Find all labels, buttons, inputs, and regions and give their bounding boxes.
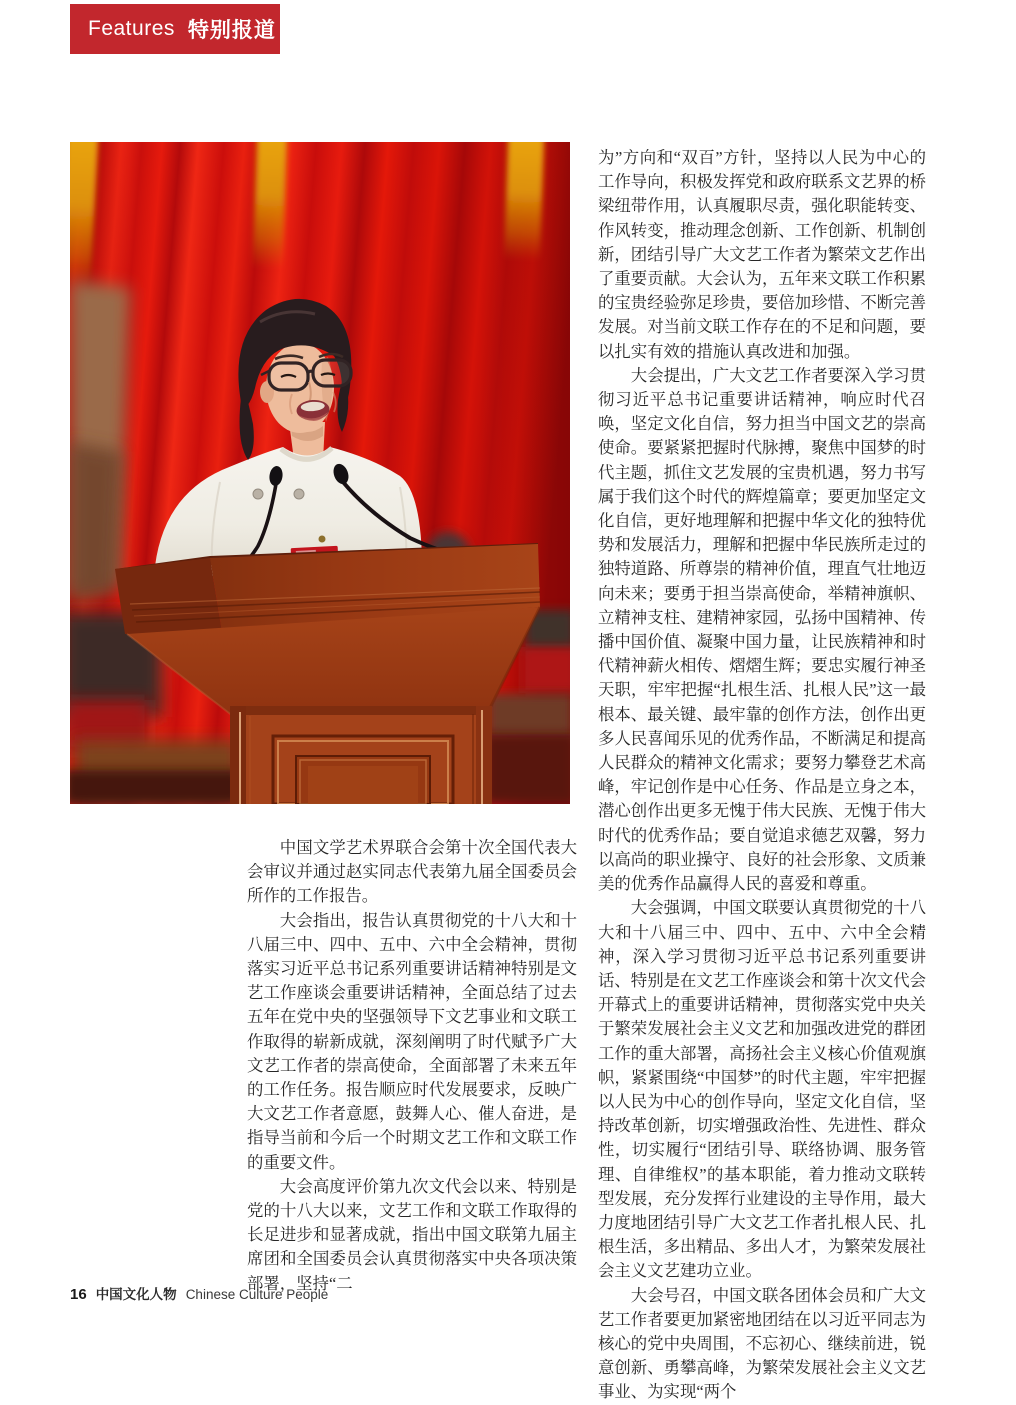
photo-jacket-button [253,489,263,499]
photo-illustration [70,142,570,804]
paragraph: 大会强调，中国文联要认真贯彻党的十八大和十八届三中、四中、五中、六中全会精神，深入学习贯彻习近平总书记系列重要讲话、特别是在文艺工作座谈会和第十次文代会开幕式上的重要讲话精神，贯彻落实党中央关于繁荣发展社会主义文艺和加强改进党的群团工作的重大部署，高扬社会主义核心价值观旗帜，紧紧围绕“中国梦”的时代主题，牢牢把握以人民为中心的创作导向，坚定文化自信，坚持改革创新，切实增强政治性、先进性、群众性，切实履行“团结引导、联络协调、服务管理、自律维权”的基本职能，着力推动文联转型发展，充分发挥行业建设的主导作用，最大力度地团结引导广大文艺工作者扎根人民、扎根生活，多出精品、多出人才，为繁荣发展社会主义文艺建功立业。 [598,898,926,1281]
right-text-column [598,146,926,1405]
features-badge [70,4,280,54]
paragraph: 为”方向和“双百”方针，坚持以人民为中心的工作导向，积极发挥党和政府联系文艺界的桥梁纽带作用，认真履职尽责，强化职能转变、作风转变，推动理念创新、工作创新、机制创新，团结引导广大文艺工作者为繁荣文艺作出了重要贡献。大会认为，五年来文联工作积累的宝贵经验弥足珍贵，要倍加珍惜、不断完善发展。对当前文联工作存在的不足和问题，要以扎实有效的措施认真改进和加强。 [598,148,926,361]
paragraph: 大会提出，广大文艺工作者要深入学习贯彻习近平总书记重要讲话精神，响应时代召唤，坚定文化自信，努力担当中国文艺的崇高使命。要紧紧把握时代脉搏，聚焦中国梦的时代主题，抓住文艺发展的宝贵机遇，努力书写属于我们这个时代的辉煌篇章；要更加坚定文化自信，更好地理解和把握中华文化的独特优势和发展活力，理解和把握中华民族所走过的独特道路、所尊崇的精神价值，理直气壮地迈向未来；要勇于担当崇高使命，举精神旗帜、立精神支柱、建精神家园，弘扬中国精神、传播中国价值、凝聚中国力量，让民族精神和时代精神薪火相传、熠熠生辉；要忠实履行神圣天职，牢牢把握“扎根生活、扎根人民”这一最根本、最关键、最牢靠的创作方法，创作出更多人民喜闻乐见的优秀作品，不断满足和提高人民群众的精神文化需求；要努力攀登艺术高峰，牢记创作是中心任务、作品是立身之本，潜心创作出更多无愧于伟大民族、无愧于伟大时代的优秀作品；要自觉追求德艺双馨，努力以高尚的职业操守、良好的社会形象、文质兼美的优秀作品赢得人民的喜爱和尊重。 [598,365,926,894]
page-footer [70,1283,328,1303]
badge-label-en: Features [88,17,175,40]
paragraph: 中国文学艺术界联合会第十次全国代表大会审议并通过赵实同志代表第九届全国委员会所作的工作报告。 [247,838,577,906]
article-photo [70,142,570,804]
left-text-column [247,836,577,1296]
paragraph: 大会高度评价第九次文代会以来、特别是党的十八大以来，文艺工作和文联工作取得的长足进步和显著成就，指出中国文联第九届主席团和全国委员会认真贯彻落实中央各项决策部署，坚持“二 [247,1176,577,1293]
page-number: 16 [70,1286,87,1303]
magazine-title-cn: 中国文化人物 [95,1287,177,1302]
photo-lapel-pin [319,536,326,543]
magazine-title-en: Chinese Culture People [185,1287,329,1302]
photo-jacket-button [294,489,304,499]
paragraph: 大会号召，中国文联各团体会员和广大文艺工作者要更加紧密地团结在以习近平同志为核心的党中央周围，不忘初心、继续前进，锐意创新、勇攀高峰，为繁荣发展社会主义文艺事业、为实现“两个 [598,1285,926,1402]
badge-label-cn: 特别报道 [187,19,276,42]
paragraph: 大会指出，报告认真贯彻党的十八大和十八届三中、四中、五中、六中全会精神，贯彻落实习近平总书记系列重要讲话精神特别是文艺工作座谈会重要讲话精神，全面总结了过去五年在党中央的坚强领导下文艺事业和文联工作取得的崭新成就，深刻阐明了时代赋予广大文艺工作者的崇高使命，全面部署了未来五年的工作任务。报告顺应时代发展要求，反映广大文艺工作者意愿，鼓舞人心、催人奋进，是指导当前和今后一个时期文艺工作和文联工作的重要文件。 [247,910,577,1172]
